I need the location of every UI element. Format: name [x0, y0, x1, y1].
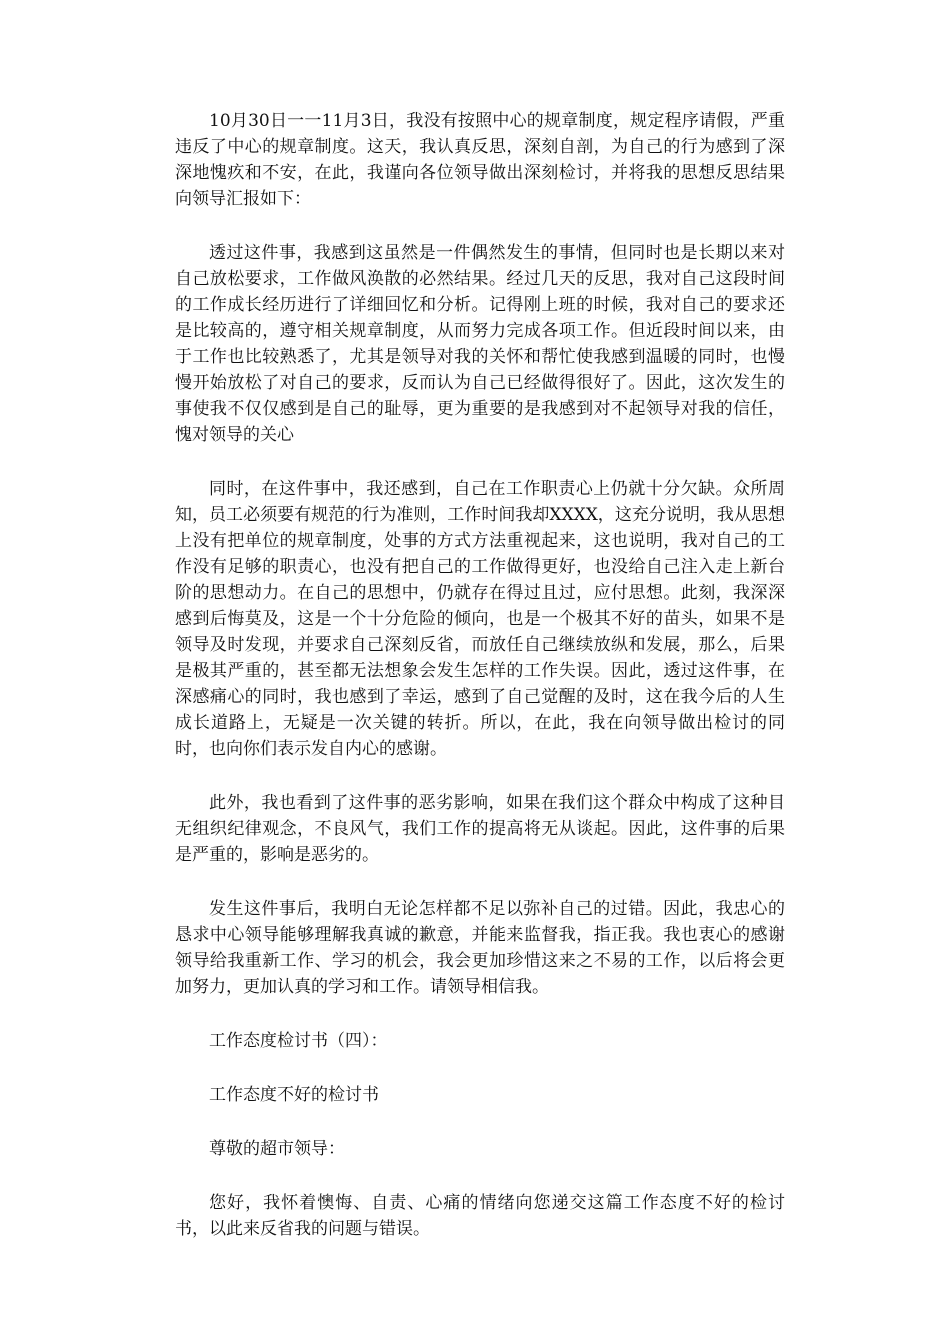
- document-body: [175, 108, 785, 1270]
- section-title: 工作态度检讨书（四）：: [209, 1031, 388, 1051]
- paragraph-1: 10月30日一一11月3日，我没有按照中心的规章制度，规定程序请假，严重违反了中心的规章制度。这天，我认真反思，深刻自剖，为自己的行为感到了深深地愧疚和不安，在此，我谨向各位领导做出深刻检讨，并将我的思想反思结果向领导汇报如下：: [175, 111, 785, 209]
- letter-title: 工作态度不好的检讨书: [209, 1085, 379, 1105]
- salutation: 尊敬的超市领导：: [209, 1139, 345, 1159]
- paragraph-4: 此外，我也看到了这件事的恶劣影响，如果在我们这个群众中构成了这种目无组织纪律观念，不良风气，我们工作的提高将无从谈起。因此，这件事的后果是严重的，影响是恶劣的。: [175, 793, 785, 865]
- paragraph-5: 发生这件事后，我明白无论怎样都不足以弥补自己的过错。因此，我忠心的恳求中心领导能够理解我真诚的歉意，并能来监督我，指正我。我也衷心的感谢领导给我重新工作、学习的机会，我会更加珍惜这来之不易的工作，以后将会更加努力，更加认真的学习和工作。请领导相信我。: [175, 899, 785, 997]
- paragraph-2: 透过这件事，我感到这虽然是一件偶然发生的事情，但同时也是长期以来对自己放松要求，工作做风涣散的必然结果。经过几天的反思，我对自己这段时间的工作成长经历进行了详细回忆和分析。记得刚上班的时候，我对自己的要求还是比较高的，遵守相关规章制度，从而努力完成各项工作。但近段时间以来，由于工作也比较熟悉了，尤其是领导对我的关怀和帮忙使我感到温暖的同时，也慢慢开始放松了对自己的要求，反而认为自己已经做得很好了。因此，这次发生的事使我不仅仅感到是自己的耻辱，更为重要的是我感到对不起领导对我的信任，愧对领导的关心: [175, 243, 785, 445]
- paragraph-3: 同时，在这件事中，我还感到，自己在工作职责心上仍就十分欠缺。众所周知，员工必须要有规范的行为准则，工作时间我却XXXX，这充分说明，我从思想上没有把单位的规章制度，处事的方式方法重视起来，这也说明，我对自己的工作没有足够的职责心，也没有把自己的工作做得更好，也没给自己注入走上新台阶的思想动力。在自己的思想中，仍就存在得过且过，应付思想。此刻，我深深感到后悔莫及，这是一个十分危险的倾向，也是一个极其不好的苗头，如果不是领导及时发现，并要求自己深刻反省，而放任自己继续放纵和发展，那么，后果是极其严重的，甚至都无法想象会发生怎样的工作失误。因此，透过这件事，在深感痛心的同时，我也感到了幸运，感到了自己觉醒的及时，这在我今后的人生成长道路上，无疑是一次关键的转折。所以，在此，我在向领导做出检讨的同时，也向你们表示发自内心的感谢。: [175, 479, 785, 759]
- opening-paragraph: 您好，我怀着懊悔、自责、心痛的情绪向您递交这篇工作态度不好的检讨书，以此来反省我的问题与错误。: [175, 1193, 785, 1239]
